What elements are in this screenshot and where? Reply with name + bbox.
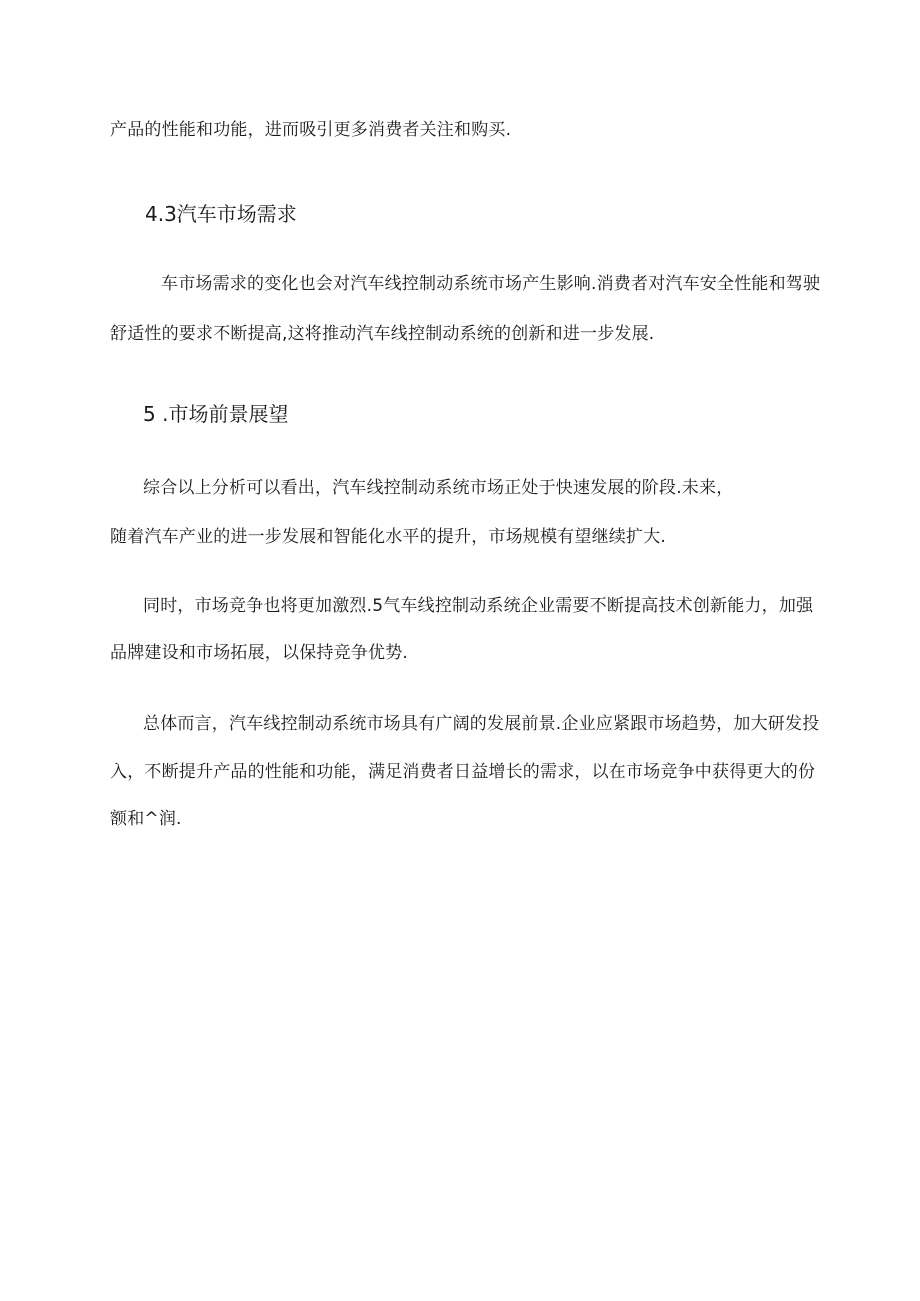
section-heading-5: 5 .市场前景展望 — [143, 402, 289, 426]
paragraph-line: 综合以上分析可以看出，汽车线控制动系统市场正处于快速发展的阶段.未来， — [143, 478, 734, 498]
paragraph-line: 舒适性的要求不断提高,这将推动汽车线控制动系统的创新和进一步发展. — [110, 324, 655, 344]
paragraph-line: 总体而言，汽车线控制动系统市场具有广阔的发展前景.企业应紧跟市场趋势，加大研发投 — [143, 714, 820, 734]
paragraph-line: 入，不断提升产品的性能和功能，满足消费者日益增长的需求，以在市场竞争中获得更大的份 — [110, 762, 816, 782]
paragraph-line: 额和^润. — [110, 809, 182, 829]
paragraph-line: 车市场需求的变化也会对汽车线控制动系统市场产生影响.消费者对汽车安全性能和驾驶 — [161, 274, 821, 294]
section-heading-4-3: 4.3汽车市场需求 — [145, 202, 297, 226]
paragraph-line: 随着汽车产业的进一步发展和智能化水平的提升，市场规模有望继续扩大. — [110, 527, 667, 547]
paragraph-line: 同时，市场竞争也将更加激烈.5气车线控制动系统企业需要不断提高技术创新能力，加强 — [143, 596, 814, 616]
continuation-text-line: 产品的性能和功能，进而吸引更多消费者关注和购买. — [110, 120, 512, 140]
paragraph-line: 品牌建设和市场拓展，以保持竞争优势. — [110, 643, 409, 663]
